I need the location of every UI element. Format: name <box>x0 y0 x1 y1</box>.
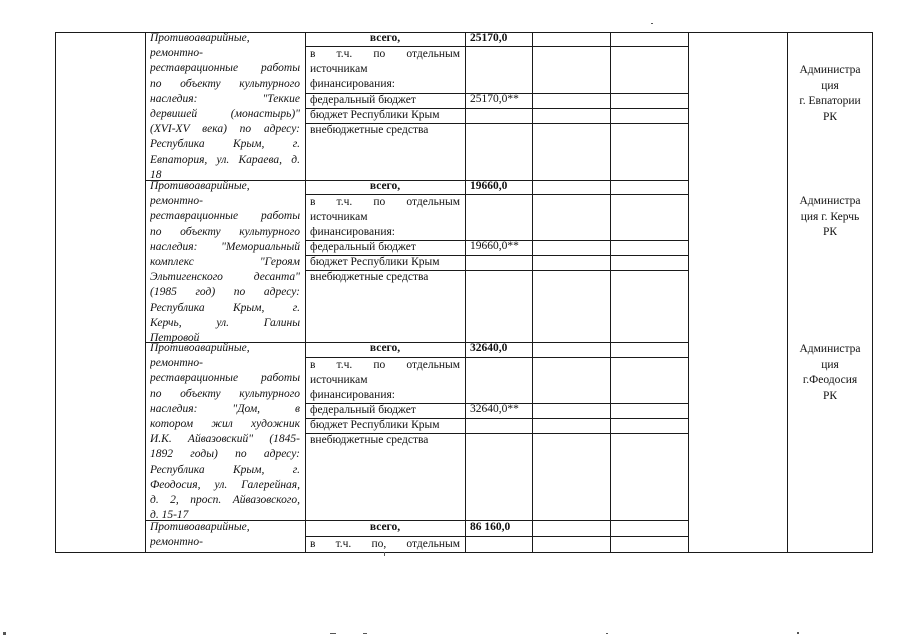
sources-header-line: в т.ч. по, отдельным <box>310 538 460 550</box>
scan-speck <box>384 552 385 556</box>
description-line: реставрационные работы <box>150 62 300 75</box>
federal-budget-amount: 32640,0** <box>470 403 519 415</box>
description-line: Противоаварийные, <box>150 32 250 44</box>
total-amount: 86 160,0 <box>470 521 511 533</box>
description-line: Республика Крым, г. <box>150 463 300 476</box>
federal-budget-label: федеральный бюджет <box>310 241 416 253</box>
administrator-line: Администра <box>799 64 861 76</box>
description-line: реставрационные работы <box>150 210 300 223</box>
sources-header <box>310 537 460 552</box>
description-line: Керчь, ул. Галины <box>150 316 300 329</box>
description-line: котором жил художник <box>150 417 300 430</box>
federal-budget-amount: 19660,0** <box>470 240 519 252</box>
description-line: Евпатория, ул. Караева, д. <box>150 153 300 166</box>
description-line: И.К. Айвазовский" (1845- <box>150 433 300 446</box>
description-line: ремонтно- <box>150 47 203 60</box>
column-divider <box>688 32 689 552</box>
administrator-line: РК <box>822 389 838 402</box>
scan-speck <box>363 633 367 634</box>
description-line: по объекту культурного <box>150 225 300 238</box>
description-line: 18 <box>150 168 162 181</box>
administrator-line: Администра <box>799 195 861 207</box>
description-line: Петровой <box>150 331 200 344</box>
sources-header-line: источникам <box>310 374 368 387</box>
administrator-line: ция <box>821 358 839 371</box>
scan-speck <box>651 23 653 24</box>
administrator <box>790 342 870 404</box>
scan-speck <box>606 633 608 634</box>
table-border-right <box>872 32 873 552</box>
description-line: наследия: "Теккие <box>150 92 300 105</box>
extrabudget-label: внебюджетные средства <box>310 124 429 136</box>
description-line: (1985 год) по адресу: <box>150 286 300 299</box>
federal-budget-amount: 25170,0** <box>470 93 519 105</box>
total-label: всего, <box>369 521 401 533</box>
description-line: Противоаварийные, <box>150 342 250 354</box>
description-line: дервишей (монастырь)" <box>150 107 300 120</box>
republic-budget-label: бюджет Республики Крым <box>310 109 440 121</box>
administrator <box>790 194 870 241</box>
total-amount: 32640,0 <box>470 342 508 354</box>
description-line: д. 2, просп. Айвазовского, <box>150 493 300 506</box>
description-line: Феодосия, ул. Галерейная, <box>150 478 300 491</box>
extrabudget-label: внебюджетные средства <box>310 434 429 446</box>
description-line: (XVI-XV века) по адресу: <box>150 123 300 136</box>
table-border-bottom <box>55 552 873 553</box>
administrator-line: ция г. Керчь <box>800 210 860 223</box>
administrator-line: ция <box>821 79 839 92</box>
total-label: всего, <box>369 342 401 354</box>
sources-header-line: источникам <box>310 211 368 224</box>
federal-budget-label: федеральный бюджет <box>310 94 416 106</box>
description-line: Республика Крым, г. <box>150 138 300 151</box>
sources-header-line: в т.ч. по отдельным <box>310 359 460 371</box>
column-divider <box>787 32 788 552</box>
federal-budget-label: федеральный бюджет <box>310 404 416 416</box>
sources-header-line: источникам <box>310 63 368 76</box>
administrator-line: Администра <box>799 343 861 355</box>
total-amount: 25170,0 <box>470 32 508 44</box>
description-line: ремонтно- <box>150 195 203 208</box>
description-line: Эльтигенского десанта" <box>150 271 300 284</box>
object-description <box>150 31 300 183</box>
sources-header-line: финансирования: <box>310 389 395 402</box>
republic-budget-label: бюджет Республики Крым <box>310 419 440 431</box>
extrabudget-label: внебюджетные средства <box>310 271 429 283</box>
administrator-line: РК <box>822 110 838 123</box>
scan-speck <box>797 632 799 634</box>
description-line: д. 15-17 <box>150 509 189 522</box>
description-line: ремонтно- <box>150 536 203 549</box>
column-divider <box>532 32 533 552</box>
sources-header-line: в т.ч. по отдельным <box>310 48 460 60</box>
sources-header-line: финансирования: <box>310 78 395 91</box>
total-label: всего, <box>369 32 401 44</box>
total-label: всего, <box>369 180 401 192</box>
description-line: реставрационные работы <box>150 372 300 385</box>
sources-header-line: в т.ч. по отдельным <box>310 196 460 208</box>
total-amount: 19660,0 <box>470 180 508 192</box>
object-description <box>150 179 300 346</box>
description-line: ремонтно- <box>150 357 203 370</box>
description-line: по объекту культурного <box>150 387 300 400</box>
administrator-line: г. Евпатории <box>799 95 861 107</box>
republic-budget-label: бюджет Республики Крым <box>310 256 440 268</box>
description-line: комплекс "Героям <box>150 255 300 268</box>
scan-speck <box>3 632 6 635</box>
object-description <box>150 341 300 523</box>
description-line: Противоаварийные, <box>150 180 250 192</box>
sources-header <box>310 195 460 241</box>
description-line: Противоаварийные, <box>150 521 250 533</box>
administrator-line: РК <box>822 226 838 238</box>
column-divider <box>465 32 466 552</box>
description-line: наследия: "Дом, в <box>150 402 300 415</box>
description-line: 1892 годы) по адресу: <box>150 448 300 461</box>
table-border-left <box>55 32 56 552</box>
object-description <box>150 520 300 550</box>
administrator <box>790 63 870 125</box>
description-line: Республика Крым, г. <box>150 301 300 314</box>
column-divider <box>305 32 306 552</box>
description-line: наследия: "Мемориальный <box>150 240 300 253</box>
sources-header <box>310 47 460 93</box>
sources-header <box>310 358 460 404</box>
column-divider <box>145 32 146 552</box>
scan-speck <box>330 633 336 634</box>
sources-header-line: финансирования: <box>310 226 395 239</box>
administrator-line: г.Феодосия <box>802 374 858 386</box>
column-divider <box>610 32 611 552</box>
description-line: по объекту культурного <box>150 77 300 90</box>
